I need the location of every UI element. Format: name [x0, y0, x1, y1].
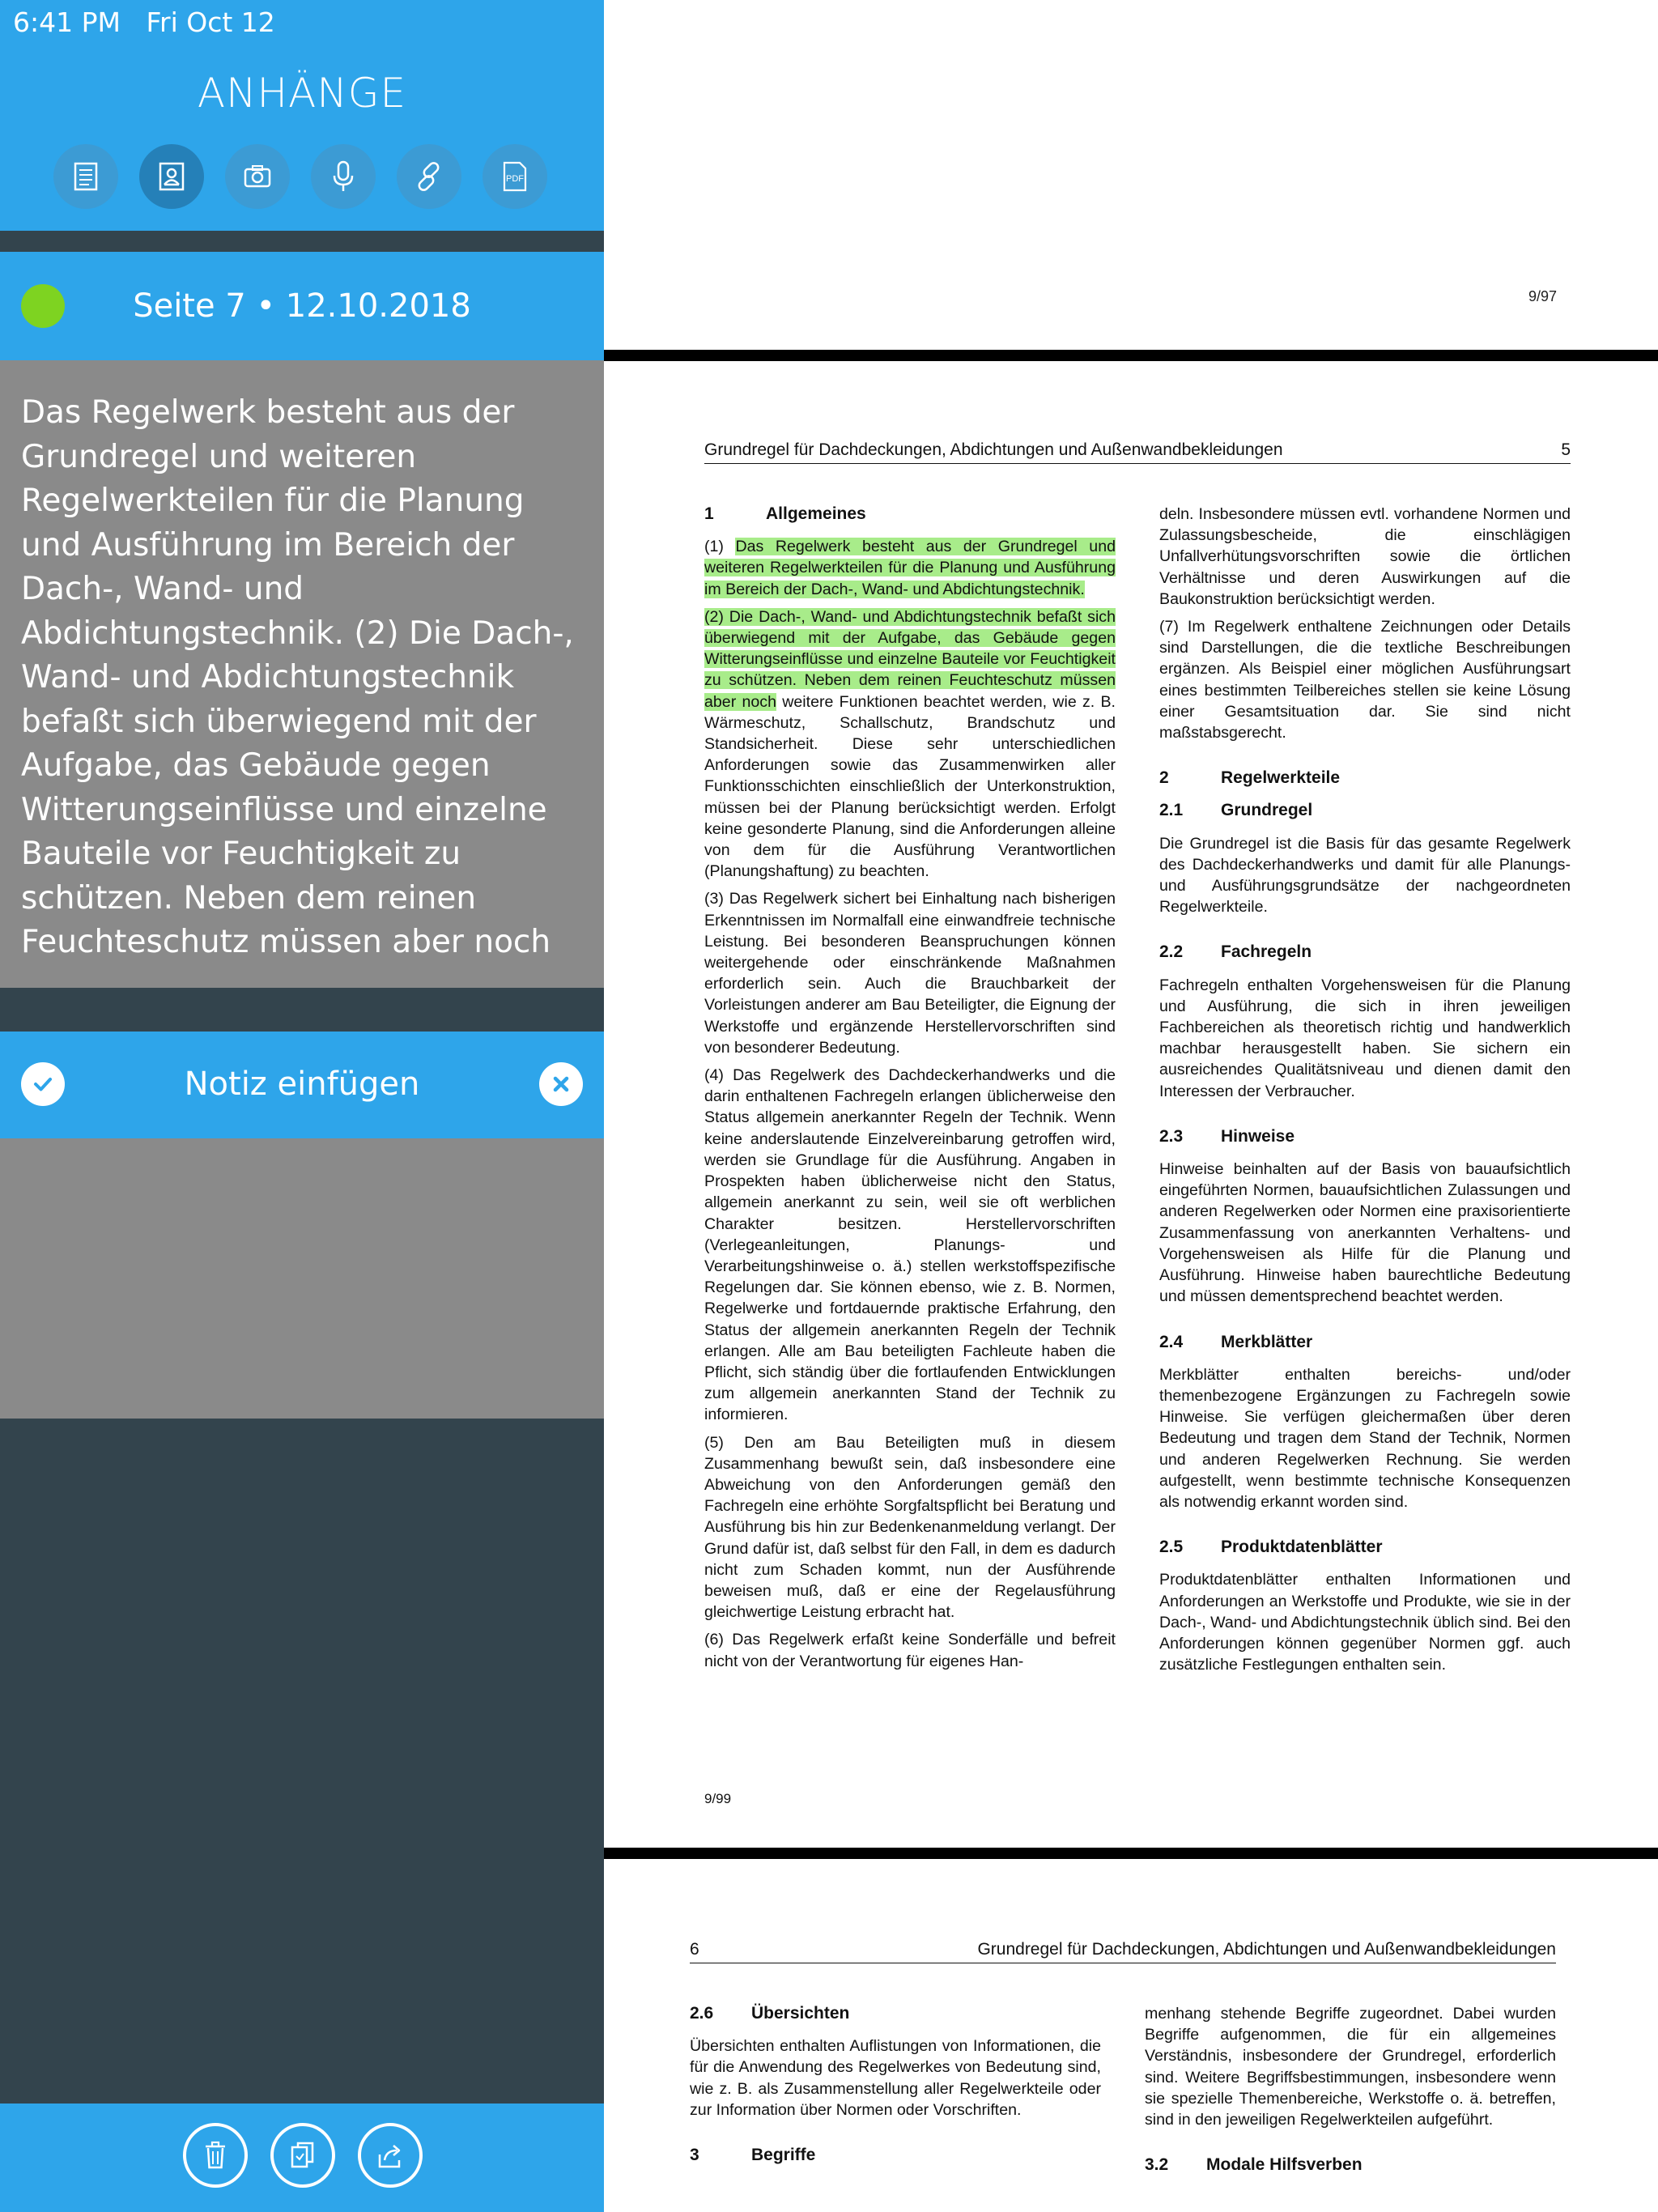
paragraph[interactable]: (6) Das Regelwerk erfaßt keine Sonderfälle und befreit nicht von der Verantwortung für eigenes Han-: [704, 1631, 1116, 1670]
delete-button[interactable]: [183, 2123, 248, 2188]
paragraph[interactable]: (3) Das Regelwerk sichert bei Einhaltung nach bisherigen Erkenntnissen im Normalfall eine einwandfreie technische Leistung. Bei besonderen Beanspruchungen können weitergehende oder einschränkende Maßnahmen erforderlich sein. Auch die Brauchbarkeit der Vorleistungen anderer am Bau Beteiligter, die Eignung der Werkstoffe und ergänzende Herstellervorschriften sind von besonderer Bedeutung.: [704, 890, 1116, 1057]
page-number: 6: [690, 1940, 699, 1959]
paragraph[interactable]: (2) Die Dach-, Wand- und Abdichtungstechnik befaßt sich überwiegend mit der Aufgabe, das Gebäude gegen Witterungseinflüsse und einzelne Bauteile vor Feuchtigkeit zu schützen. Neben dem reinen Feuchteschutz müssen aber noch weitere Funktionen beachtet werden, wie z. B. Wärmeschutz, Schallschutz, Brandschutz und Standsicherheit. Diese sehr unterschiedlichen Anforderungen sowie das Zusammenwirken aller Funktionsschichten einschließlich der Unterkonstruktion, müssen bei der Planung berücksichtigt werden. Erfolgt keine gesonderte Planung, sind die Anforderungen alleine von dem für die Ausführung Verantwortlichen (Planungshaftung) zu beachten.: [704, 607, 1116, 881]
paragraph[interactable]: Produktdatenblätter enthalten Informationen und Anforderungen an Werkstoffe und Produkte, wie sie in der Dach-, Wand- und Abdichtungstechnik üblich sind. Bei den Anforderungen können gegenüber Normen ggf. auch zusätzliche Festlegungen enthalten sein.: [1159, 1571, 1571, 1674]
share-icon: [373, 2138, 407, 2172]
divider: [0, 988, 604, 1032]
paragraph[interactable]: Übersichten enthalten Auflistungen von Informationen, die für die Anwendung des Regelwerkes von Bedeutung sind, wie z. B. als Zusammenstellung aller Regelwerkteile oder zur Information über Normen oder Vorschriften.: [690, 2037, 1101, 2119]
right-column: [1145, 2003, 1556, 2187]
attachments-panel: [0, 0, 604, 2212]
contact-card-icon: [153, 158, 190, 195]
right-column: [1159, 504, 1571, 1682]
section-heading: 2 Regelwerkteile: [1159, 768, 1341, 788]
left-column: [690, 2003, 1101, 2177]
camera-button[interactable]: [225, 144, 290, 209]
document-lines-icon: [67, 158, 104, 195]
paragraph[interactable]: menhang stehende Begriffe zugeordnet. Dabei wurden Begriffe aufgenommen, die für ein allgemeines Verständnis, insbesondere der Grundregel, erforderlich sind. Weitere Begriffsbestimmungen, insbesondere wenn sie spezielle Themenbereiche, Werkstoffe o. ä. betreffen, sind in den jeweiligen Regelwerkteilen aufgeführt.: [1145, 2005, 1556, 2129]
copy-icon: [286, 2138, 320, 2172]
pdf-page-next[interactable]: [604, 1859, 1658, 2212]
link-button[interactable]: [397, 144, 461, 209]
highlighted-quote: Das Regelwerk besteht aus der Grundregel und weiteren Regelwerkteilen für die Planung und Ausführung im Bereich der Dach-, Wand- und Abdichtungstechnik. (2) Die Dach-, Wand- und Abdichtungstechnik befaßt sich überwiegend mit der Aufgabe, das Gebäude gegen Witterungseinflüsse und einzelne Bauteile vor Feuchtigkeit zu schützen. Neben dem reinen Feuchteschutz müssen aber noch: [0, 360, 604, 988]
paragraph[interactable]: (1) Das Regelwerk besteht aus der Grundregel und weiteren Regelwerkteilen für die Planung und Ausführung im Bereich der Dach-, Wand- und Abdichtungstechnik.: [704, 538, 1116, 598]
section-heading: 2.3 Hinweise: [1159, 1126, 1295, 1146]
section-heading: 2.2 Fachregeln: [1159, 942, 1312, 962]
paragraph[interactable]: (5) Den am Bau Beteiligten muß in diesem Zusammenhang bewußt sein, daß insbesondere eine Abweichung von den Anforderungen gemäß den Fachregeln eine erhöhte Sorgfaltspflicht bei Beratung und Ausführung bis hin zur Bedenkenanmeldung verlangt. Der Grund dafür ist, daß selbst für den Fall, in dem es dadurch nicht zum Schaden kommt, nun der Ausführende beweisen muß, daß er eine der Regelausführung gleichwertige Leistung erbracht hat.: [704, 1433, 1116, 1622]
pdf-viewer[interactable]: [604, 0, 1658, 2212]
close-icon: [550, 1073, 572, 1095]
pdf-page-previous[interactable]: [604, 0, 1658, 350]
status-bar: [13, 6, 275, 38]
running-head: [690, 1940, 1556, 1963]
section-heading: 3 Begriffe: [690, 2146, 816, 2165]
attachments-header: [0, 0, 604, 231]
section-heading: 3.2 Modale Hilfsverben: [1145, 2155, 1363, 2175]
paragraph[interactable]: (4) Das Regelwerk des Dachdeckerhandwerks und die darin enthaltenen Fachregeln erlangen üblicherweise den Status allgemein anerkannter Regeln der Technik. Wenn keine anderslautende Einzelvereinbarung getroffen wird, werden sie Grundlage für die Ausführung. Angaben in Prospekten haben üblicherweise nicht den Status, allgemein anerkannt zu sein, weil sie oft werblichen Charakter besitzen. Herstellervorschriften (Verlegeanleitungen, Planungs- und Verarbeitungshinweise o. ä.) stellen werkstoffspezifische Regelungen dar. Sie können ebenso, wie z. B. Normen, Regelwerke und fortdauernde praktische Erfahrung, den Status der allgemein anerkannten Regeln der Technik erlangen. Alle am Bau beteiligten Fachleute haben die Pflicht, sich ständig über die fortlaufenden Entwicklungen zum allgemein anerkannten Stand der Technik zu informieren.: [704, 1066, 1116, 1424]
running-head: [704, 440, 1571, 464]
note-input[interactable]: [0, 1138, 604, 1419]
paragraph[interactable]: Merkblätter enthalten bereichs- und/oder themenbezogene Ergänzungen zu Fachregeln sowie Hinweise. Sie verfügen gleichermaßen über deren Bedeutung und tragen dem Stand der Technik, Normen und anderen Regelwerken Rechnung. Sie werden aufgestellt, wenn bestimmte technische Konsequenzen als notwendig erkannt worden sind.: [1159, 1365, 1571, 1511]
bottom-action-bar: [0, 2104, 604, 2212]
paragraph[interactable]: Hinweise beinhalten auf der Basis von bauaufsichtlich eingeführten Normen, bauaufsichtlichen Zulassungen und anderen Regelwerken oder Normen eine praxisorientierte Zusammenfassung von anerkannten Verhaltens- und Vorgehensweisen als Hilfe für die Planung und Ausführung. Hinweise haben baurechtliche Bedeutung und müssen dementsprechend beachtet werden.: [1159, 1160, 1571, 1306]
pdf-page-current[interactable]: [604, 361, 1658, 1848]
left-column: [704, 504, 1116, 1678]
section-heading: 1 Allgemeines: [704, 504, 866, 523]
page-counter: 9/97: [1528, 288, 1558, 304]
paragraph[interactable]: deln. Insbesondere müssen evtl. vorhandene Normen und Zulassungsbescheide, die einschlägigen Unfallverhütungsvorschriften sowie die örtlichen Verhältnisse und deren Auswirkungen auf die Baukonstruktion berücksichtigt werden.: [1159, 505, 1571, 608]
note-bar-label: Notiz einfügen: [184, 1066, 420, 1103]
paragraph[interactable]: Fachregeln enthalten Vorgehensweisen für die Planung und Ausführung, die sich in ihren jeweiligen Fachbereichen als theoretisch richtig und handwerklich machbar herausgestellt haben. Sie sichern ein ausreichendes Qualitätsniveau und dienen damit den Interessen der Verbraucher.: [1159, 976, 1571, 1100]
running-head-title: Grundregel für Dachdeckungen, Abdichtungen und Außenwandbekleidungen: [704, 440, 1283, 459]
attachment-toolbar: [53, 144, 547, 209]
paragraph[interactable]: Die Grundregel ist die Basis für das gesamte Regelwerk des Dachdeckerhandwerks und damit für alle Planungs- und Ausführungsgrundsätze der nachgeordneten Regelwerkteile.: [1159, 834, 1571, 917]
audio-button[interactable]: [311, 144, 376, 209]
running-head-title: Grundregel für Dachdeckungen, Abdichtungen und Außenwandbekleidungen: [977, 1940, 1556, 1959]
text-note-button[interactable]: [53, 144, 118, 209]
panel-title: ANHÄNGE: [197, 70, 407, 117]
paragraph[interactable]: (7) Im Regelwerk enthaltene Zeichnungen oder Details sind Darstellungen, die die textliche Beschreibungen ergänzen. Als Beispiel einer möglichen Ausführungsart eines bestimmten Teilbereiches stellen sie keine Lösung einer Gesamtsituation dar. Sie sind nicht maßstabsgerecht.: [1159, 618, 1571, 742]
share-button[interactable]: [358, 2123, 423, 2188]
status-date: Fri Oct 12: [146, 6, 275, 38]
note-bar: [0, 1032, 604, 1138]
section-heading: 2.5 Produktdatenblätter: [1159, 1538, 1383, 1557]
svg-text:PDF: PDF: [506, 174, 524, 184]
pdf-button[interactable]: [483, 144, 547, 209]
divider: [0, 231, 604, 252]
confirm-note-button[interactable]: [21, 1062, 65, 1106]
page-number: 5: [1561, 440, 1571, 459]
page-counter: 9/99: [704, 1791, 732, 1806]
camera-icon: [239, 158, 276, 195]
trash-icon: [198, 2138, 232, 2172]
section-heading: 2.6 Übersichten: [690, 2004, 850, 2023]
text-highlight[interactable]: (2) Die Dach-, Wand- und Abdichtungstechnik befaßt sich überwiegend mit der Aufgabe, das Gebäude gegen Witterungseinflüsse und einzelne Bauteile vor Feuchtigkeit zu schützen. Neben dem reinen Feuchteschutz müssen aber noch: [704, 607, 1116, 711]
status-time: 6:41 PM: [13, 6, 121, 38]
microphone-icon: [325, 158, 362, 195]
link-icon: [410, 158, 448, 195]
section-heading: 2.4 Merkblätter: [1159, 1332, 1313, 1351]
contact-button[interactable]: [139, 144, 204, 209]
checkmark-icon: [31, 1072, 55, 1096]
note-page-header: [0, 252, 604, 360]
pdf-icon: [496, 158, 534, 195]
section-heading: 2.1 Grundregel: [1159, 801, 1313, 820]
copy-button[interactable]: [270, 2123, 335, 2188]
text-highlight[interactable]: Das Regelwerk besteht aus der Grundregel und weiteren Regelwerkteilen für die Planung und Ausführung im Bereich der Dach-, Wand- und Abdichtungstechnik.: [704, 538, 1116, 598]
note-page-reference: Seite 7 • 12.10.2018: [133, 287, 471, 325]
cancel-note-button[interactable]: [539, 1062, 583, 1106]
